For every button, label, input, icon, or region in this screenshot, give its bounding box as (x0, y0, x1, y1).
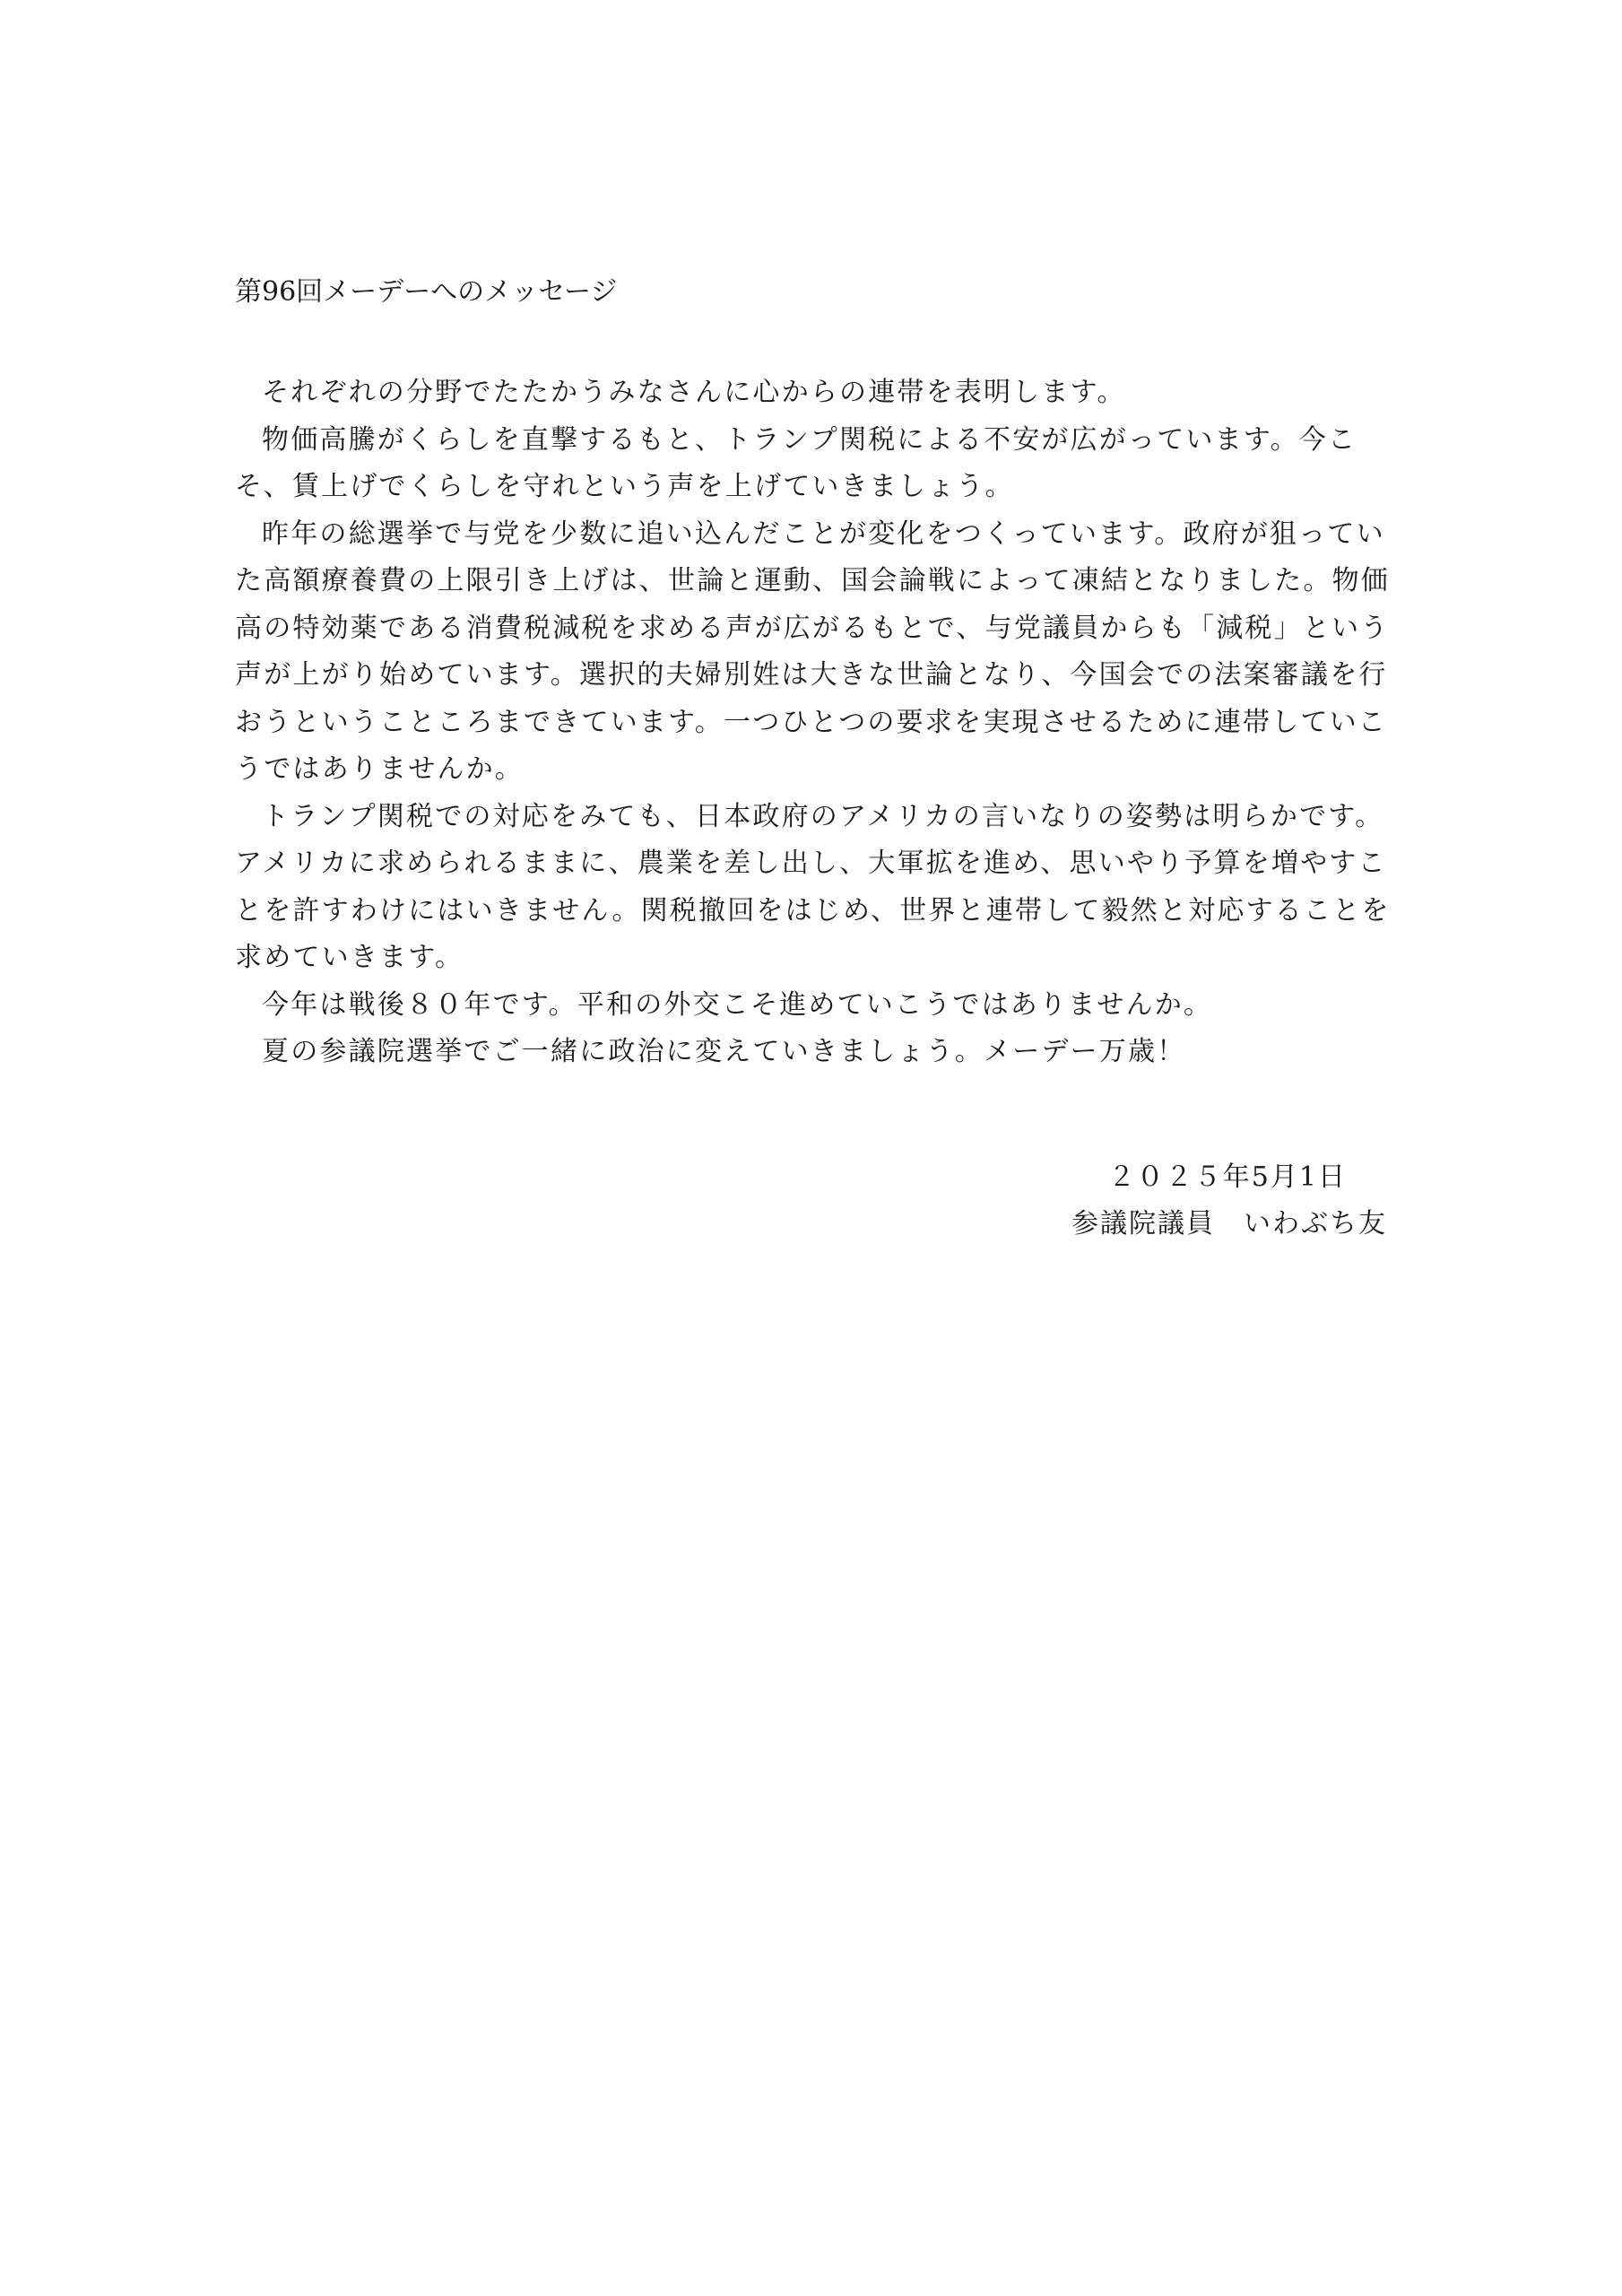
signature-block (1071, 1154, 1387, 1248)
body-line: 高の特効薬である消費税減税を求める声が広がるもとで、与党議員からも「減税」という (235, 612, 1390, 644)
document-title: 第96回メーデーへのメッセージ (235, 276, 618, 308)
body-line: 今年は戦後８０年です。平和の外交こそ進めていこうではありませんか。 (262, 988, 1213, 1021)
body-line: それぞれの分野でたたかうみなさんに心からの連帯を表明します。 (262, 377, 1126, 408)
body-line: とを許すわけにはいきません。関税撤回をはじめ、世界と連帯して毅然と対応することを (235, 894, 1391, 926)
body-line: そ、賃上げでくらしを守れという声を上げていきましょう。 (235, 471, 1014, 502)
body-line: トランプ関税での対応をみても、日本政府のアメリカの言いなりの姿勢は明らかです。 (262, 800, 1384, 832)
message-body (235, 370, 1392, 1076)
body-line: 声が上がり始めています。選択的夫婦別姓は大きな世論となり、今国会での法案審議を行 (235, 659, 1388, 691)
signature-name: 参議院議員 いわぶち友 (1071, 1208, 1387, 1239)
body-line: アメリカに求められるままに、農業を差し出し、大軍拡を進め、思いやり予算を増やすこ (235, 848, 1387, 879)
body-line: 夏の参議院選挙でご一緒に政治に変えていきましょう。メーデー万歳！ (262, 1036, 1186, 1067)
signature-date: ２０２５年5月1日 (1107, 1161, 1347, 1193)
body-line: おうということころまできています。一つひとつの要求を実現させるために連帯していこ (235, 706, 1387, 738)
body-line: うではありませんか。 (235, 753, 524, 785)
body-line: 求めていきます。 (235, 942, 464, 973)
body-line: た高額療養費の上限引き上げは、世論と運動、国会論戦によって凍結となりました。物価 (235, 565, 1390, 596)
body-line: 昨年の総選挙で与党を少数に追い込んだことが変化をつくっています。政府が狙ってい (262, 517, 1385, 550)
body-line: 物価高騰がくらしを直撃するもと、トランプ関税による不安が広がっています。今こ (262, 423, 1357, 456)
